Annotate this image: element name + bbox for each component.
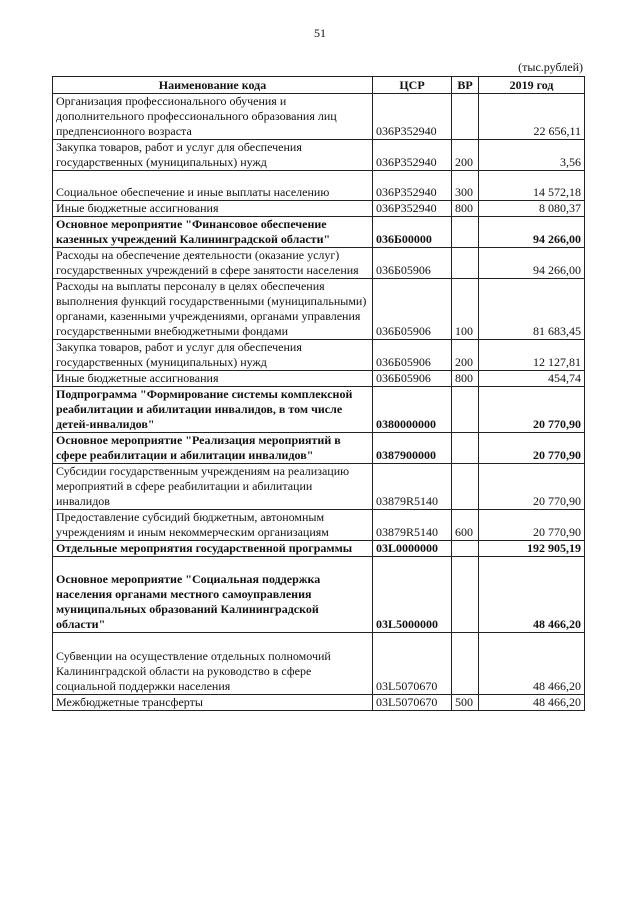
row-sum: 14 572,18: [479, 171, 585, 201]
table-row: [53, 217, 585, 248]
row-name: Основное мероприятие "Реализация мероприятий в сфере реабилитации и абилитации инвалидов": [53, 433, 373, 464]
row-name: Расходы на обеспечение деятельности (оказание услуг) государственных учреждений в сфере занятости населения: [53, 248, 373, 279]
table-row: [53, 387, 585, 433]
row-csr: 03879R5140: [373, 510, 452, 541]
row-csr: 036P352940: [373, 201, 452, 217]
row-vr: 600: [452, 510, 479, 541]
table-row: [53, 557, 585, 633]
header-name: Наименование кода: [53, 77, 373, 94]
table-row: [53, 340, 585, 371]
table-row: [53, 171, 585, 201]
table-body: [53, 94, 585, 711]
row-csr: 03L5070670: [373, 695, 452, 711]
row-sum: 20 770,90: [479, 464, 585, 510]
row-vr: [452, 433, 479, 464]
row-vr: [452, 248, 479, 279]
row-name: Предоставление субсидий бюджетным, автономным учреждениям и иным некоммерческим организациям: [53, 510, 373, 541]
row-name: Субсидии государственным учреждениям на реализацию мероприятий в сфере реабилитации и абилитации инвалидов: [53, 464, 373, 510]
table-row: [53, 94, 585, 140]
table-row: [53, 541, 585, 557]
header-year: 2019 год: [479, 77, 585, 94]
row-csr: 03L5070670: [373, 633, 452, 695]
table-row: [53, 695, 585, 711]
table-header-row: [53, 77, 585, 94]
row-name: Закупка товаров, работ и услуг для обеспечения государственных (муниципальных) нужд: [53, 140, 373, 171]
row-sum: 12 127,81: [479, 340, 585, 371]
table-row: [53, 433, 585, 464]
row-csr: 036Б05906: [373, 279, 452, 340]
table-row: [53, 510, 585, 541]
table-row: [53, 464, 585, 510]
table-row: [53, 248, 585, 279]
row-name: Основное мероприятие "Финансовое обеспечение казенных учреждений Калининградской области": [53, 217, 373, 248]
row-vr: [452, 464, 479, 510]
row-name: Иные бюджетные ассигнования: [53, 371, 373, 387]
row-sum: 94 266,00: [479, 217, 585, 248]
row-csr: 036P352940: [373, 140, 452, 171]
row-vr: [452, 633, 479, 695]
row-csr: 03L0000000: [373, 541, 452, 557]
row-csr: 0380000000: [373, 387, 452, 433]
row-name: Отдельные мероприятия государственной программы: [53, 541, 373, 557]
row-csr: 036P352940: [373, 171, 452, 201]
row-name: Межбюджетные трансферты: [53, 695, 373, 711]
units-label: (тыс.рублей): [518, 60, 583, 74]
row-sum: 48 466,20: [479, 557, 585, 633]
row-vr: 800: [452, 371, 479, 387]
row-vr: [452, 557, 479, 633]
table-row: [53, 279, 585, 340]
row-sum: 192 905,19: [479, 541, 585, 557]
row-csr: 036Б05906: [373, 340, 452, 371]
row-vr: [452, 387, 479, 433]
row-name: Организация профессионального обучения и дополнительного профессионального образования лиц предпенсионного возраста: [53, 94, 373, 140]
row-vr: 200: [452, 340, 479, 371]
row-vr: 100: [452, 279, 479, 340]
row-vr: 300: [452, 171, 479, 201]
row-vr: 800: [452, 201, 479, 217]
row-csr: 03879R5140: [373, 464, 452, 510]
table-row: [53, 140, 585, 171]
page-number: 51: [314, 26, 326, 40]
row-name: Закупка товаров, работ и услуг для обеспечения государственных (муниципальных) нужд: [53, 340, 373, 371]
row-sum: 48 466,20: [479, 633, 585, 695]
row-name: Основное мероприятие "Социальная поддержка населения органами местного самоуправления муниципальных образований Калининградской области": [53, 557, 373, 633]
table-row: [53, 201, 585, 217]
table-row: [53, 371, 585, 387]
row-vr: 500: [452, 695, 479, 711]
row-csr: 036P352940: [373, 94, 452, 140]
row-sum: 20 770,90: [479, 510, 585, 541]
row-sum: 20 770,90: [479, 387, 585, 433]
budget-table: [52, 76, 585, 711]
row-sum: 22 656,11: [479, 94, 585, 140]
row-csr: 036Б05906: [373, 248, 452, 279]
row-sum: 81 683,45: [479, 279, 585, 340]
row-sum: 454,74: [479, 371, 585, 387]
row-name: Подпрограмма "Формирование системы комплексной реабилитации и абилитации инвалидов, в том числе детей-инвалидов": [53, 387, 373, 433]
row-csr: 036Б00000: [373, 217, 452, 248]
row-name: Субвенции на осуществление отдельных полномочий Калининградской области на руководство в сфере социальной поддержки населения: [53, 633, 373, 695]
row-vr: [452, 217, 479, 248]
row-vr: 200: [452, 140, 479, 171]
row-name: Социальное обеспечение и иные выплаты населению: [53, 171, 373, 201]
row-csr: 03L5000000: [373, 557, 452, 633]
row-csr: 036Б05906: [373, 371, 452, 387]
row-sum: 20 770,90: [479, 433, 585, 464]
row-name: Расходы на выплаты персоналу в целях обеспечения выполнения функций государственными (муниципальными) органами, казенными учреждениями, органами управления государственными внебюджетными фондами: [53, 279, 373, 340]
table-row: [53, 633, 585, 695]
row-sum: 8 080,37: [479, 201, 585, 217]
row-vr: [452, 541, 479, 557]
row-sum: 3,56: [479, 140, 585, 171]
row-name: Иные бюджетные ассигнования: [53, 201, 373, 217]
row-sum: 48 466,20: [479, 695, 585, 711]
header-vr: ВР: [452, 77, 479, 94]
row-sum: 94 266,00: [479, 248, 585, 279]
row-csr: 0387900000: [373, 433, 452, 464]
header-csr: ЦСР: [373, 77, 452, 94]
row-vr: [452, 94, 479, 140]
